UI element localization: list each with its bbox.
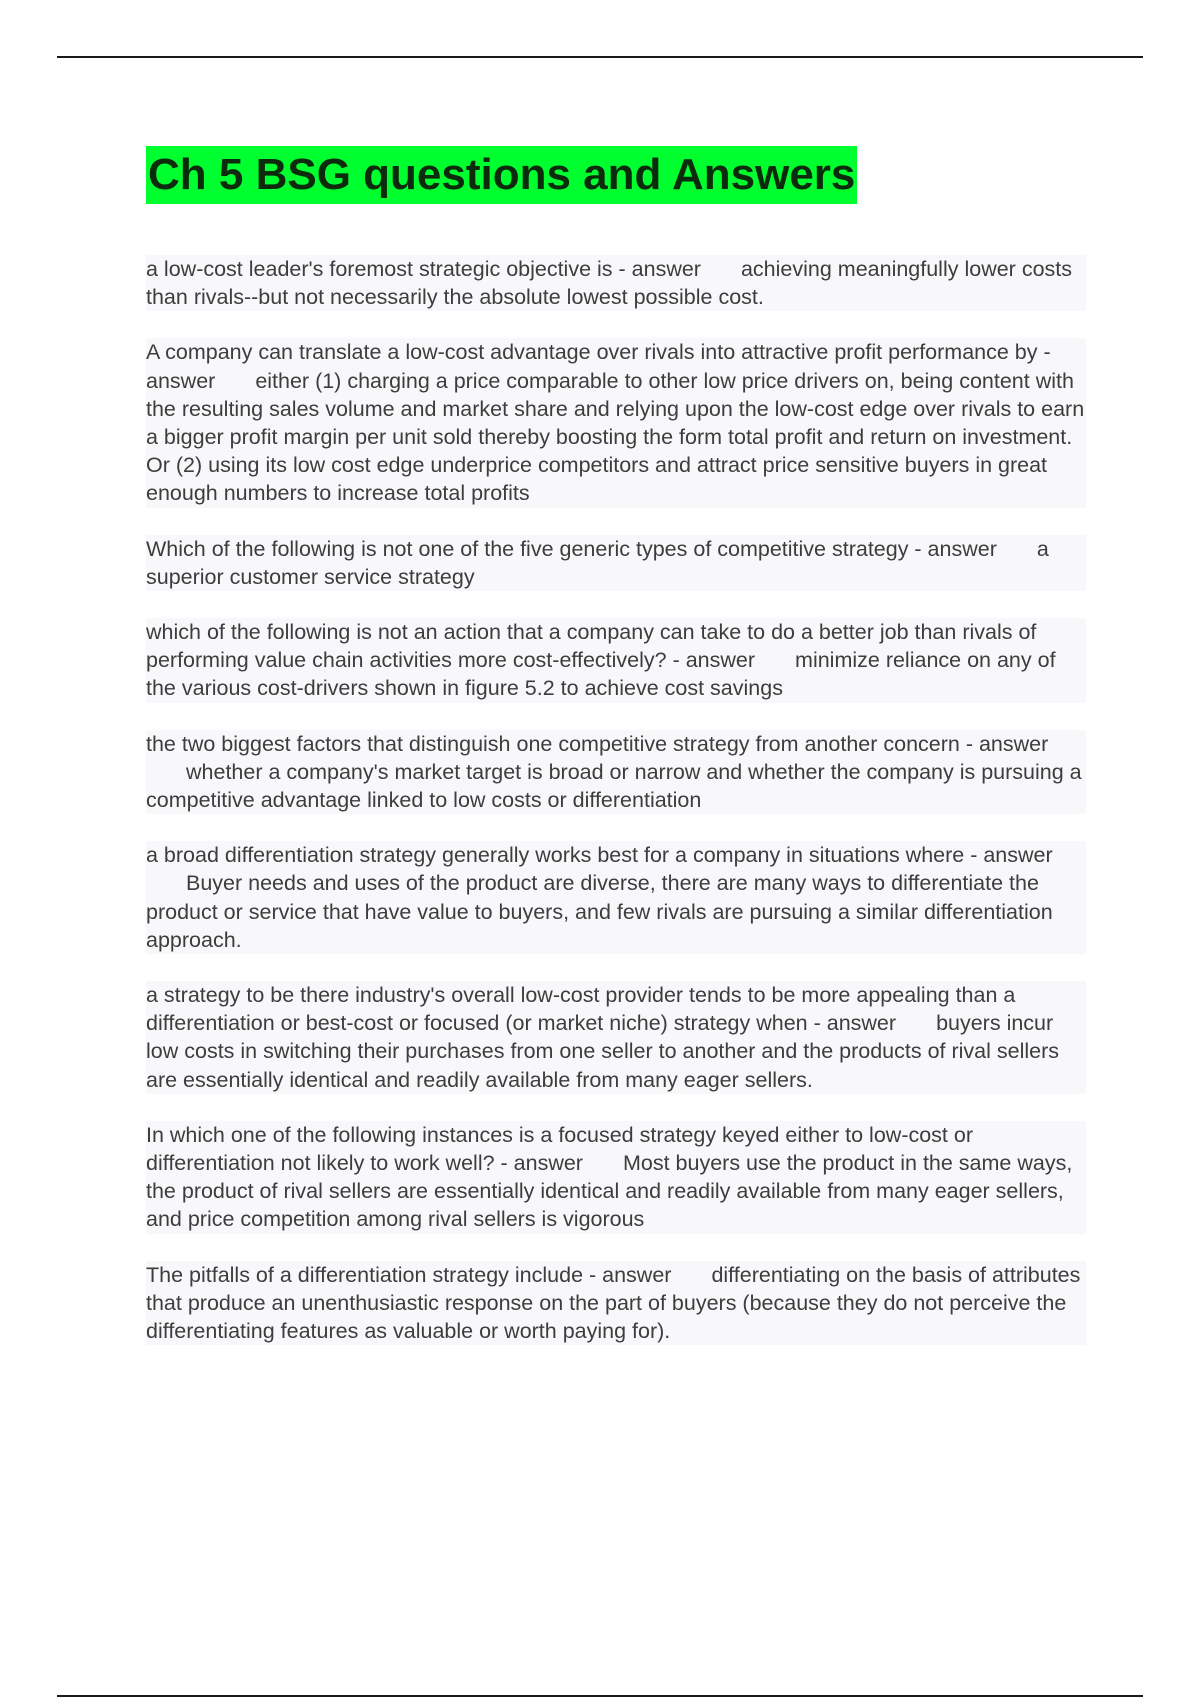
question-text: a strategy to be there industry's overall low-cost provider tends to be more appealing than a differentiation or best-cost or focused (or market niche) strategy when - answer [146,983,1016,1036]
answer-text: minimize reliance on any of the various cost-drivers shown in figure 5.2 to achieve cost savings [146,648,1056,701]
question-text: A company can translate a low-cost advantage over rivals into attractive profit performance by - answer [146,340,1051,393]
qa-item-3 [146,535,1086,591]
answer-text: Buyer needs and uses of the product are diverse, there are many ways to differentiate the product or service that have value to buyers, and few rivals are pursuing a similar differentiation approach. [146,871,1053,952]
qa-item-7 [146,981,1086,1094]
question-text: In which one of the following instances is a focused strategy keyed either to low-cost or differentiation not likely to work well? - answer [146,1122,973,1176]
question-text: the two biggest factors that distinguish one competitive strategy from another concern - answer [146,731,1049,756]
header-rule [57,56,1143,58]
question-text: The pitfalls of a differentiation strategy include - answer [146,1262,672,1287]
answer-text: either (1) charging a price comparable to other low price drivers on, being content with the resulting sales volume and market share and relying upon the low-cost edge over rivals to earn a bigger profit margin per unit sold thereby boosting the form total profit and return on investment. Or (2) using its low cost edge underprice competitors and attract price sensitive buyers in great enough numbers to increase total profits [146,368,1085,506]
qa-list [146,255,1086,1372]
footer-rule [57,1695,1143,1697]
qa-item-5 [146,730,1086,815]
qa-item-1 [146,255,1086,311]
answer-text: whether a company's market target is broad or narrow and whether the company is pursuing a competitive advantage linked to low costs or differentiation [146,759,1082,813]
question-text: which of the following is not an action that a company can take to do a better job than rivals of performing value chain activities more cost-effectively? - answer [146,620,1037,673]
question-text: a broad differentiation strategy generally works best for a company in situations where - answer [146,843,1053,868]
question-text: a low-cost leader's foremost strategic objective is - answer [146,257,701,281]
question-text: Which of the following is not one of the five generic types of competitive strategy - answer [146,536,997,561]
qa-item-8 [146,1121,1086,1234]
qa-item-6 [146,841,1086,954]
qa-item-4 [146,618,1086,703]
qa-item-2 [146,338,1086,507]
answer-text: a superior customer service strategy [146,536,1049,589]
answer-text: differentiating on the basis of attributes that produce an unenthusiastic response on the part of buyers (because they do not perceive the differentiating features as valuable or worth paying for). [146,1262,1081,1344]
answer-text: buyers incur low costs in switching their purchases from one seller to another and the products of rival sellers are essentially identical and readily available from many eager sellers. [146,1011,1059,1092]
qa-item-9 [146,1261,1086,1346]
answer-text: achieving meaningfully lower costs than rivals--but not necessarily the absolute lowest possible cost. [146,257,1072,310]
title-block [146,146,857,204]
page-title: Ch 5 BSG questions and Answers [146,146,857,204]
answer-text: Most buyers use the product in the same ways, the product of rival sellers are essentially identical and readily available from many eager sellers, and price competition among rival sellers is vigorous [146,1151,1073,1232]
